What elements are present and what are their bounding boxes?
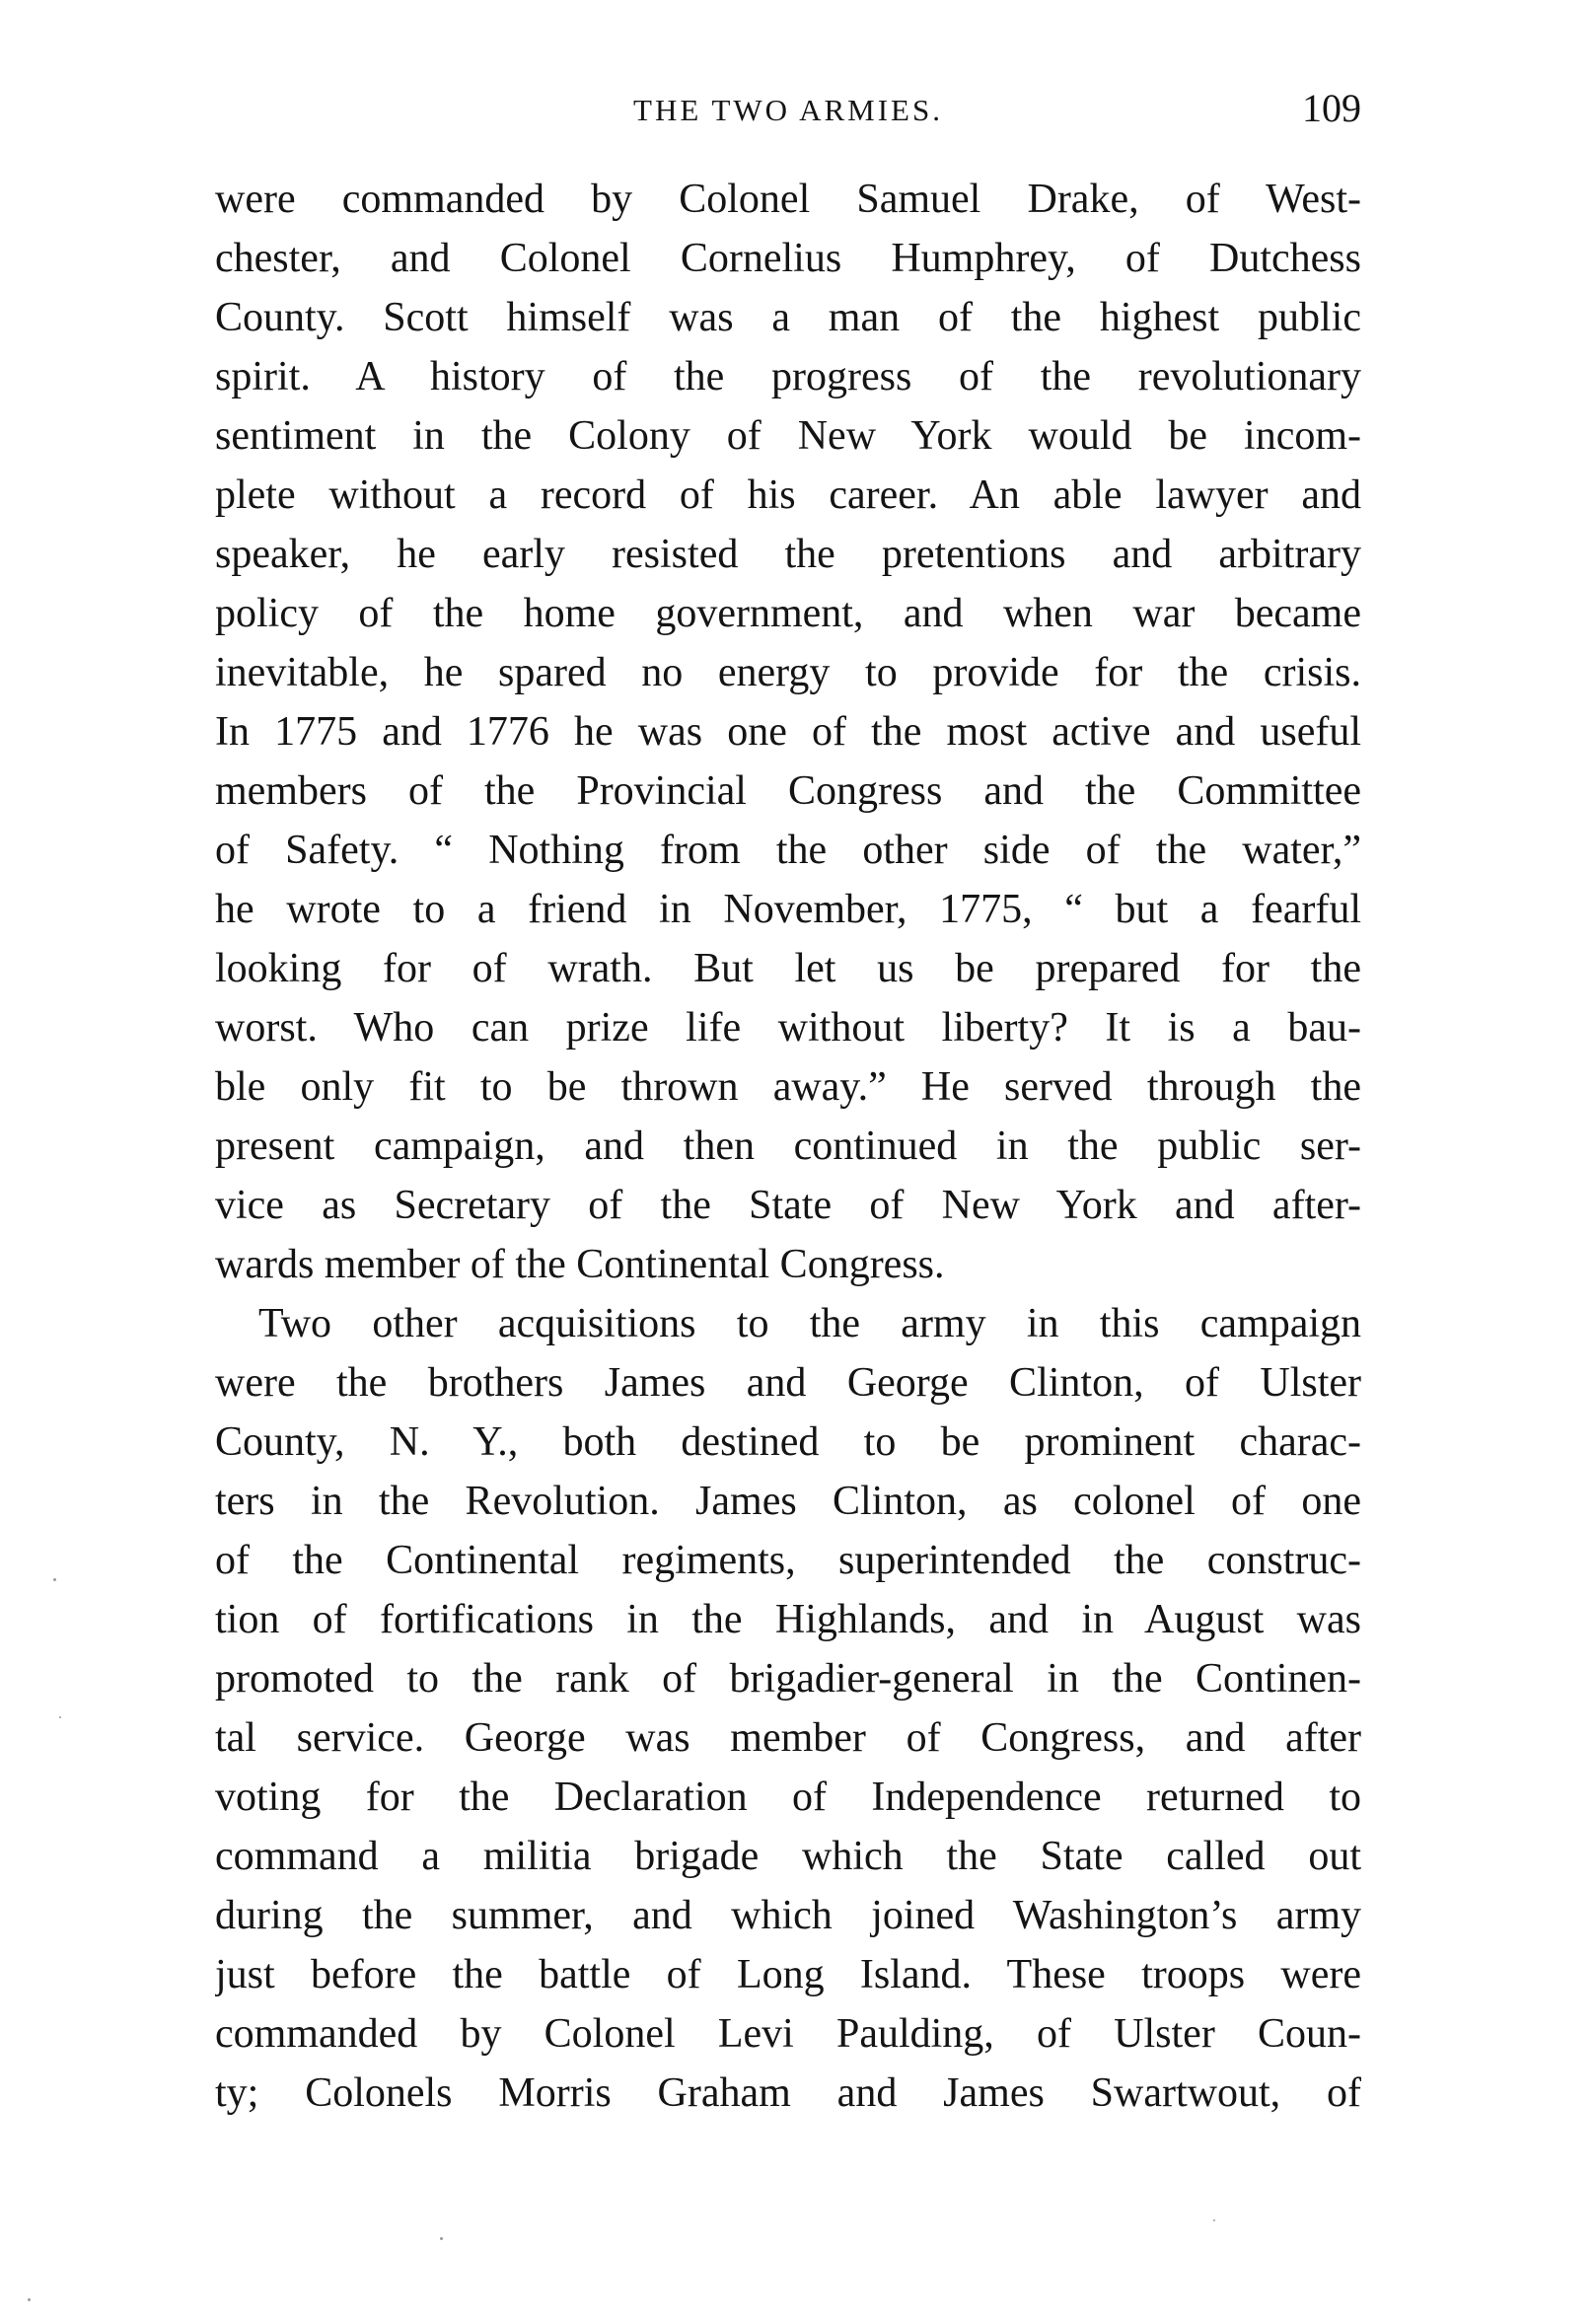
text-line: were commanded by Colonel Samuel Drake, of West-	[215, 177, 1361, 222]
text-line: tal service. George was member of Congress, and after	[215, 1715, 1361, 1761]
paragraph-1	[215, 170, 1361, 1294]
scan-speck	[440, 2237, 443, 2240]
text-line: wards member of the Continental Congress.	[215, 1242, 945, 1287]
text-line: inevitable, he spared no energy to provide for the crisis.	[215, 650, 1361, 695]
text-line: he wrote to a friend in November, 1775, “ but a fearful	[215, 887, 1361, 932]
text-line: worst. Who can prize life without liberty? It is a bau-	[215, 1005, 1361, 1051]
text-line: ble only fit to be thrown away.” He served through the	[215, 1064, 1361, 1110]
text-line: spirit. A history of the progress of the revolutionary	[215, 354, 1361, 399]
text-line: Two other acquisitions to the army in this campaign	[258, 1301, 1361, 1346]
body-text	[215, 170, 1361, 2123]
text-line: looking for of wrath. But let us be prepared for the	[215, 946, 1361, 991]
text-line: County, N. Y., both destined to be prominent charac-	[215, 1419, 1361, 1465]
text-line: during the summer, and which joined Washington’s army	[215, 1893, 1361, 1938]
text-line: members of the Provincial Congress and the Committee	[215, 768, 1361, 814]
text-line: County. Scott himself was a man of the highest public	[215, 295, 1361, 340]
text-line: just before the battle of Long Island. These troops were	[215, 1952, 1361, 1997]
text-line: of Safety. “ Nothing from the other side of the water,”	[215, 828, 1361, 873]
text-line: promoted to the rank of brigadier-general in the Continen-	[215, 1656, 1361, 1702]
text-line: command a militia brigade which the State called out	[215, 1834, 1361, 1879]
scan-speck	[59, 1716, 61, 1718]
running-header	[215, 83, 1361, 142]
text-line: plete without a record of his career. An able lawyer and	[215, 472, 1361, 518]
text-line: policy of the home government, and when war became	[215, 591, 1361, 636]
text-line: ty; Colonels Morris Graham and James Swartwout, of	[215, 2070, 1361, 2116]
text-line: chester, and Colonel Cornelius Humphrey, of Dutchess	[215, 236, 1361, 281]
text-line: commanded by Colonel Levi Paulding, of Ulster Coun-	[215, 2011, 1361, 2057]
text-line: In 1775 and 1776 he was one of the most active and useful	[215, 709, 1361, 755]
text-line: present campaign, and then continued in the public ser-	[215, 1124, 1361, 1169]
scan-speck	[53, 1578, 56, 1581]
page-number: 109	[1302, 86, 1361, 130]
text-line: sentiment in the Colony of New York would be incom-	[215, 413, 1361, 459]
paragraph-2	[215, 1294, 1361, 2123]
text-line: tion of fortifications in the Highlands, and in August was	[215, 1597, 1361, 1642]
text-line: vice as Secretary of the State of New York and after-	[215, 1183, 1361, 1228]
text-line: speaker, he early resisted the pretentions and arbitrary	[215, 532, 1361, 577]
text-line: were the brothers James and George Clinton, of Ulster	[215, 1360, 1361, 1406]
scan-speck	[1213, 2219, 1215, 2221]
scan-speck	[28, 2298, 31, 2301]
text-line: ters in the Revolution. James Clinton, as colonel of one	[215, 1479, 1361, 1524]
text-line: voting for the Declaration of Independence returned to	[215, 1775, 1361, 1820]
text-line: of the Continental regiments, superintended the construc-	[215, 1538, 1361, 1583]
running-title: THE TWO ARMIES.	[633, 93, 943, 127]
